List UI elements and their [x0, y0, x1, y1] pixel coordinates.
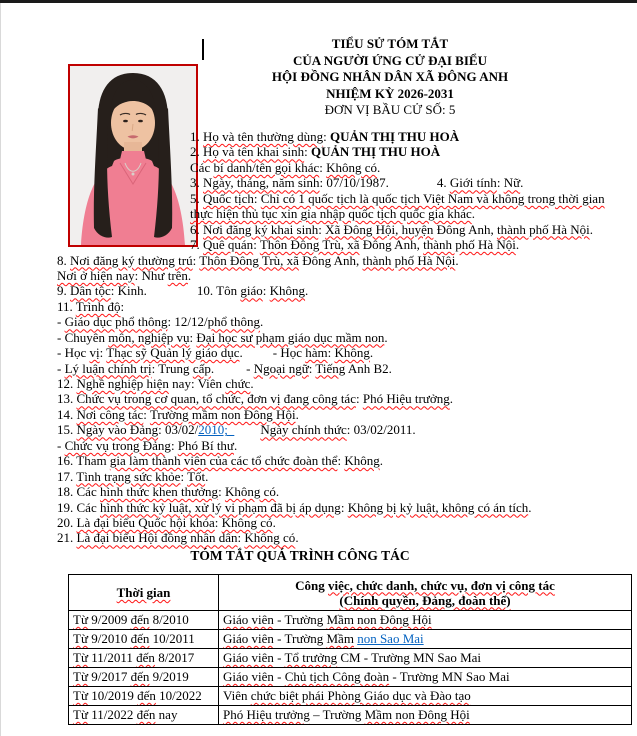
text-segment: : 03/02/: [158, 422, 199, 438]
text-segment: Công: [295, 577, 329, 593]
text-segment: :: [340, 499, 348, 515]
cell-time: [69, 611, 219, 630]
text-segment: .: [528, 499, 532, 515]
text-segment: môn, nghiệp vụ: [108, 329, 190, 345]
body-line: [190, 237, 633, 252]
text-segment: Nơi công tác: [76, 406, 144, 422]
text-segment: Chức vụ trong cơ quan, tổ chức, đơn vị đang công tác: [76, 391, 356, 407]
body-line: [190, 175, 633, 190]
text-segment: Tổ trưởng: [284, 650, 338, 665]
text-segment: :: [189, 329, 197, 345]
text-segment: phổ thông: [207, 314, 260, 330]
text-segment: :: [308, 360, 316, 376]
hyperlink-text[interactable]: 2010;: [198, 422, 235, 438]
body-line: [190, 129, 633, 144]
text-segment: - Trường MN Sao Mai: [389, 669, 510, 684]
text-segment: đến: [136, 650, 155, 665]
text-segment: .: [233, 437, 238, 453]
text-segment: :: [192, 252, 200, 268]
body-line: [57, 438, 633, 453]
text-segment: đến: [136, 707, 156, 722]
text-segment: 8/2017: [154, 650, 195, 665]
table-row: [69, 611, 632, 630]
text-segment: Nơi đăng ký khai sinh: [203, 221, 319, 237]
title-line: HỘI ĐỒNG NHÂN DÂN XÃ ĐÔNG ANH: [271, 69, 509, 85]
work-history-table: [68, 574, 632, 725]
text-segment: Các: [190, 159, 214, 175]
text-segment: .: [449, 391, 453, 407]
table-header-row: [69, 575, 632, 611]
text-segment: QUẢN THỊ THU HOÀ: [310, 144, 441, 160]
text-segment: .: [384, 329, 388, 345]
text-segment: Từ: [73, 650, 88, 665]
text-segment: 11/2011: [88, 650, 137, 665]
text-segment: 21.: [57, 530, 77, 546]
title-line: NHIỆM KỲ 2026-2031: [326, 85, 454, 101]
text-segment: 18. Các: [57, 484, 100, 500]
text-segment: - Học: [272, 345, 306, 361]
text-segment: Không có: [221, 514, 273, 530]
text-segment: Từ: [73, 669, 88, 684]
text-segment: thành phố Hà Nội: [423, 237, 516, 253]
text-segment: Thôn Đông Trù, xã: [259, 237, 360, 253]
title-line: TIỂU SỬ TÓM TẮT: [331, 36, 449, 51]
text-segment: trên: [167, 267, 188, 283]
text-segment: nay: [155, 707, 178, 722]
text-segment: 5.: [190, 190, 203, 206]
text-segment: thành phố Hà Nội: [496, 221, 590, 237]
text-segment: - Học: [57, 345, 90, 361]
body-line: [57, 484, 633, 499]
text-segment: Giáo viên: [223, 612, 274, 627]
text-segment: gia làm thành viên của các tổ chức đoàn thể: [109, 453, 338, 469]
text-segment: .: [295, 530, 299, 546]
text-segment: .: [295, 406, 299, 422]
body-line: [57, 500, 633, 515]
text-segment: :: [99, 345, 107, 361]
text-segment: Là đại biểu Quốc hội khóa: [76, 514, 215, 530]
text-segment: :: [337, 453, 345, 469]
text-segment: .: [275, 484, 280, 500]
work-history-rows: [69, 611, 632, 725]
body-line: [57, 283, 633, 298]
text-segment: bí danh/tên gọi khác: [213, 159, 320, 175]
text-segment: 19. Các: [57, 499, 100, 515]
text-segment: -: [57, 360, 65, 376]
text-segment: Thời gian: [116, 585, 171, 600]
text-segment: :: [214, 514, 222, 530]
text-segment: 9/2017: [88, 669, 131, 684]
text-segment: 9/2009: [88, 612, 131, 627]
text-segment: 20.: [57, 514, 77, 530]
hyperlink-text[interactable]: non Sao Mai: [357, 631, 424, 646]
body-line: [57, 330, 633, 345]
body-line: [57, 530, 633, 545]
text-segment: -: [273, 669, 285, 684]
body-line: [57, 515, 633, 530]
section-heading: TÓM TẮT QUÁ TRÌNH CÔNG TÁC: [190, 548, 410, 563]
text-segment: .: [471, 206, 476, 222]
title-line: CỦA NGƯỜI ỨNG CỬ ĐẠI BIỂU: [293, 52, 487, 68]
text-segment: -: [57, 437, 65, 453]
text-segment: : 03/02/2011.: [346, 422, 416, 438]
table-header-time: [69, 575, 219, 611]
text-segment: Tốt: [187, 468, 206, 484]
text-segment: :: [170, 437, 178, 453]
text-segment: :: [120, 298, 125, 314]
text-segment: CM - Trường MN Sao Mai: [337, 650, 482, 665]
text-segment: 14.: [57, 406, 77, 422]
text-segment: : 12/12/: [167, 314, 208, 330]
text-segment: Viên: [223, 688, 251, 703]
body-line: [57, 345, 633, 360]
text-segment: Là đại biểu Hội đồng nhân dân: [76, 530, 238, 546]
body-line: [57, 407, 633, 422]
cell-work: [219, 611, 632, 630]
text-segment: Mầm non Đông Hội: [326, 612, 432, 627]
text-segment: đến: [130, 631, 150, 646]
text-segment: Không có: [224, 484, 276, 500]
title-line: ĐƠN VỊ BẦU CỬ SỐ: 5: [324, 102, 456, 118]
text-segment: Ngoại ngữ: [253, 360, 309, 376]
text-segment: Không: [344, 453, 380, 469]
text-segment: :: [237, 530, 245, 546]
cell-work: [219, 668, 632, 687]
window-top-bar: [0, 0, 637, 3]
text-segment: - Chuyên: [57, 329, 109, 345]
body-line: [190, 191, 633, 206]
text-segment: :: [327, 345, 335, 361]
text-segment: hàm: [305, 345, 328, 361]
text-segment: Đông Anh,: [359, 237, 424, 253]
text-segment: Họ và tên thường dùng: [203, 129, 324, 144]
text-segment: :: [304, 144, 311, 160]
table-row: [69, 668, 632, 687]
text-segment: 8.: [57, 252, 70, 268]
text-segment: chức: [225, 376, 251, 391]
text-segment: - Trường: [273, 631, 327, 646]
text-segment: :: [355, 391, 363, 407]
text-segment: 13.: [57, 391, 77, 407]
text-segment: :: [253, 190, 261, 206]
page-left-edge: [0, 3, 1, 736]
text-segment: :: [318, 221, 326, 237]
body-line: [57, 314, 633, 329]
text-segment: 9.: [57, 283, 70, 299]
text-segment: 4.: [436, 175, 450, 191]
header-line: [221, 578, 629, 593]
text-segment: Nơi ở hiện nay: [57, 267, 135, 283]
text-segment: Quê quán: [203, 237, 254, 253]
text-segment: :: [323, 129, 330, 144]
cell-work: [219, 630, 632, 649]
text-segment: Nghề nghiệp hiện: [76, 376, 169, 391]
text-segment: :: [253, 237, 260, 253]
text-segment: :: [496, 175, 504, 191]
text-segment: 1.: [190, 129, 203, 144]
text-segment: Giáo viên: [223, 650, 274, 665]
text-segment: Đông Anh,: [433, 221, 497, 237]
text-segment: .: [515, 237, 520, 253]
text-segment: :: [218, 484, 225, 500]
text-segment: vị: [89, 345, 100, 361]
text-segment: .: [520, 175, 524, 191]
text-segment: 8/2010: [149, 612, 189, 627]
text-segment: đến: [137, 688, 156, 703]
text-segment: Phó Hiệu trưởng: [362, 391, 450, 407]
text-segment: Mầm: [326, 631, 354, 646]
text-segment: Anh B2.: [345, 360, 392, 376]
text-segment: Đại học sư phạm giáo dục mầm non: [196, 329, 385, 345]
text-segment: 10/2022: [155, 688, 202, 703]
text-segment: đến: [130, 669, 150, 684]
cell-work: [219, 649, 632, 668]
text-segment: :: [262, 283, 270, 299]
text-segment: : 07/10/1987.: [319, 175, 389, 191]
text-segment: -: [273, 650, 285, 665]
text-segment: đến: [130, 612, 150, 627]
text-segment: 15.: [57, 422, 77, 438]
text-segment: 10/2011: [149, 631, 195, 646]
text-segment: Nữ: [503, 175, 521, 191]
text-segment: Chủ tịch Công đoàn: [284, 669, 390, 684]
text-segment: .: [589, 221, 594, 237]
body-line: [57, 361, 633, 376]
table-row: [69, 630, 632, 649]
text-segment: 12.: [57, 376, 77, 391]
text-segment: .: [272, 514, 276, 530]
text-segment: hình thức khen thưởng: [99, 484, 219, 500]
body-line: [57, 253, 633, 268]
cell-time: [69, 706, 219, 725]
body-line: [57, 268, 633, 283]
text-segment: .: [379, 453, 383, 469]
table-row: [69, 687, 632, 706]
cell-time: [69, 687, 219, 706]
document-title-block: [150, 36, 630, 119]
text-segment: : Trung: [151, 360, 193, 376]
text-segment: giáo: [240, 283, 263, 299]
text-segment: Tiếng: [315, 360, 346, 376]
text-segment: hình thức kỷ luật, xử lý vi phạm đã bị áp dụng: [99, 499, 341, 515]
text-segment: -: [246, 360, 254, 376]
text-segment: Phó Hiệu trưởng: [223, 707, 310, 722]
text-segment: Quốc tịch: [203, 190, 254, 206]
cell-time: [69, 649, 219, 668]
text-segment: Nơi đăng ký thường trú: [70, 252, 193, 268]
header-line: [71, 585, 216, 600]
body-line: [57, 453, 633, 468]
text-segment: Trường mầm non Đông Hội: [149, 406, 296, 422]
text-segment: 7.: [190, 237, 203, 253]
text-segment: Đông Anh,: [298, 252, 363, 268]
text-segment: Thôn Đông Trù, xã: [199, 252, 299, 268]
text-segment: QUẢN THỊ THU HOÀ: [329, 129, 460, 144]
text-segment: Tình trạng sức khỏe: [76, 468, 181, 484]
cell-work: [219, 687, 632, 706]
text-segment: chức biệt phái Phòng Giáo dục và Đào tạo: [250, 688, 471, 703]
text-segment: Từ: [73, 707, 88, 722]
text-segment: Từ: [73, 631, 88, 646]
body-line: [57, 299, 633, 314]
text-segment: Họ và tên khai sinh: [203, 144, 305, 160]
text-segment: Từ: [73, 688, 88, 703]
text-segment: 9/2019: [149, 669, 189, 684]
text-segment: .: [305, 283, 309, 299]
text-segment: Dân tộc: [70, 283, 111, 299]
text-segment: :: [143, 406, 150, 422]
text-segment: Chức vụ trong Đảng: [64, 437, 171, 453]
text-segment: Không bị kỷ luật, không có án tích: [347, 499, 529, 515]
text-segment: Không có: [326, 159, 378, 175]
header-line: [221, 593, 629, 608]
text-segment: Xã Đông Hội, huyện: [325, 221, 434, 237]
document-body: [57, 129, 633, 546]
text-segment: .: [377, 159, 381, 175]
text-segment: Giáo viên: [223, 631, 274, 646]
text-segment: .: [369, 345, 374, 361]
text-segment: 11/2022: [88, 707, 137, 722]
body-line: [190, 144, 633, 159]
text-segment: 9/2010: [88, 631, 131, 646]
text-segment: Không: [269, 283, 306, 299]
table-header-work: [219, 575, 632, 611]
text-segment: .: [210, 360, 215, 376]
text-segment: nay: Viên: [168, 376, 226, 391]
body-line: [57, 469, 633, 484]
text-segment: 6.: [190, 221, 203, 237]
text-segment: :: [180, 468, 188, 484]
text-segment: :: [319, 159, 327, 175]
text-segment: việc, chức danh, chức vụ, đơn vị công tác: [328, 577, 555, 593]
text-segment: Giáo viên: [223, 669, 274, 684]
body-line: [57, 422, 633, 437]
body-line: [190, 160, 633, 175]
text-segment: .: [205, 468, 209, 484]
text-segment: Không có: [244, 530, 296, 546]
text-segment: cấp: [192, 360, 211, 376]
table-row: [69, 649, 632, 668]
text-segment: : Kinh.: [110, 283, 147, 299]
text-segment: Trình độ: [75, 298, 121, 314]
cell-work: [219, 706, 632, 725]
text-segment: .: [187, 267, 192, 283]
body-line: [57, 391, 633, 406]
text-segment: Không: [334, 345, 370, 361]
text-segment: 17.: [57, 468, 77, 484]
text-segment: 16. Tham: [57, 453, 110, 469]
text-segment: 10. Tôn: [196, 283, 241, 299]
text-segment: 10/2019: [88, 688, 138, 703]
text-segment: 3.: [190, 175, 203, 191]
table-row: [69, 706, 632, 725]
text-segment: .: [259, 314, 264, 330]
body-line: [190, 222, 633, 237]
body-line: [57, 376, 633, 391]
text-segment: -: [57, 314, 65, 330]
text-segment: .: [250, 376, 254, 391]
text-segment: Ngày vào Đảng: [76, 422, 159, 438]
text-segment: .: [239, 345, 243, 361]
text-segment: Giới tính: [449, 175, 497, 191]
text-segment: Thạc sỹ Quản lý giáo dục: [106, 345, 240, 361]
text-segment: (Chính quyền, Đảng, đoàn thể): [339, 592, 511, 608]
text-segment: Phó Bí thư: [177, 437, 234, 453]
text-segment: thực hiện thủ tục xin gia nhập quốc tịch quốc gia khác: [190, 206, 472, 222]
text-segment: 2.: [190, 144, 203, 160]
text-segment: Mầm non Đông Hội: [364, 707, 470, 722]
text-segment: Ngày, tháng, năm sinh: [203, 175, 320, 191]
text-segment: Từ: [73, 612, 88, 627]
text-segment: : Như: [134, 267, 168, 283]
text-segment: – Trường: [309, 707, 365, 722]
text-segment: Chỉ có 1 quốc tịch là quốc tịch Việt Nam và không trong thời gian: [260, 190, 605, 206]
text-segment: Ngày chính thức: [260, 422, 347, 438]
cell-time: [69, 630, 219, 649]
text-segment: - Trường: [273, 612, 327, 627]
cell-time: [69, 668, 219, 687]
text-segment: thành phố Hà Nội: [362, 252, 456, 268]
body-line: [190, 206, 633, 221]
text-segment: .: [455, 252, 459, 268]
text-segment: Giáo dục phổ thông: [64, 314, 168, 330]
text-segment: Lý luận chính trị: [64, 360, 152, 376]
text-segment: 11.: [57, 298, 76, 314]
